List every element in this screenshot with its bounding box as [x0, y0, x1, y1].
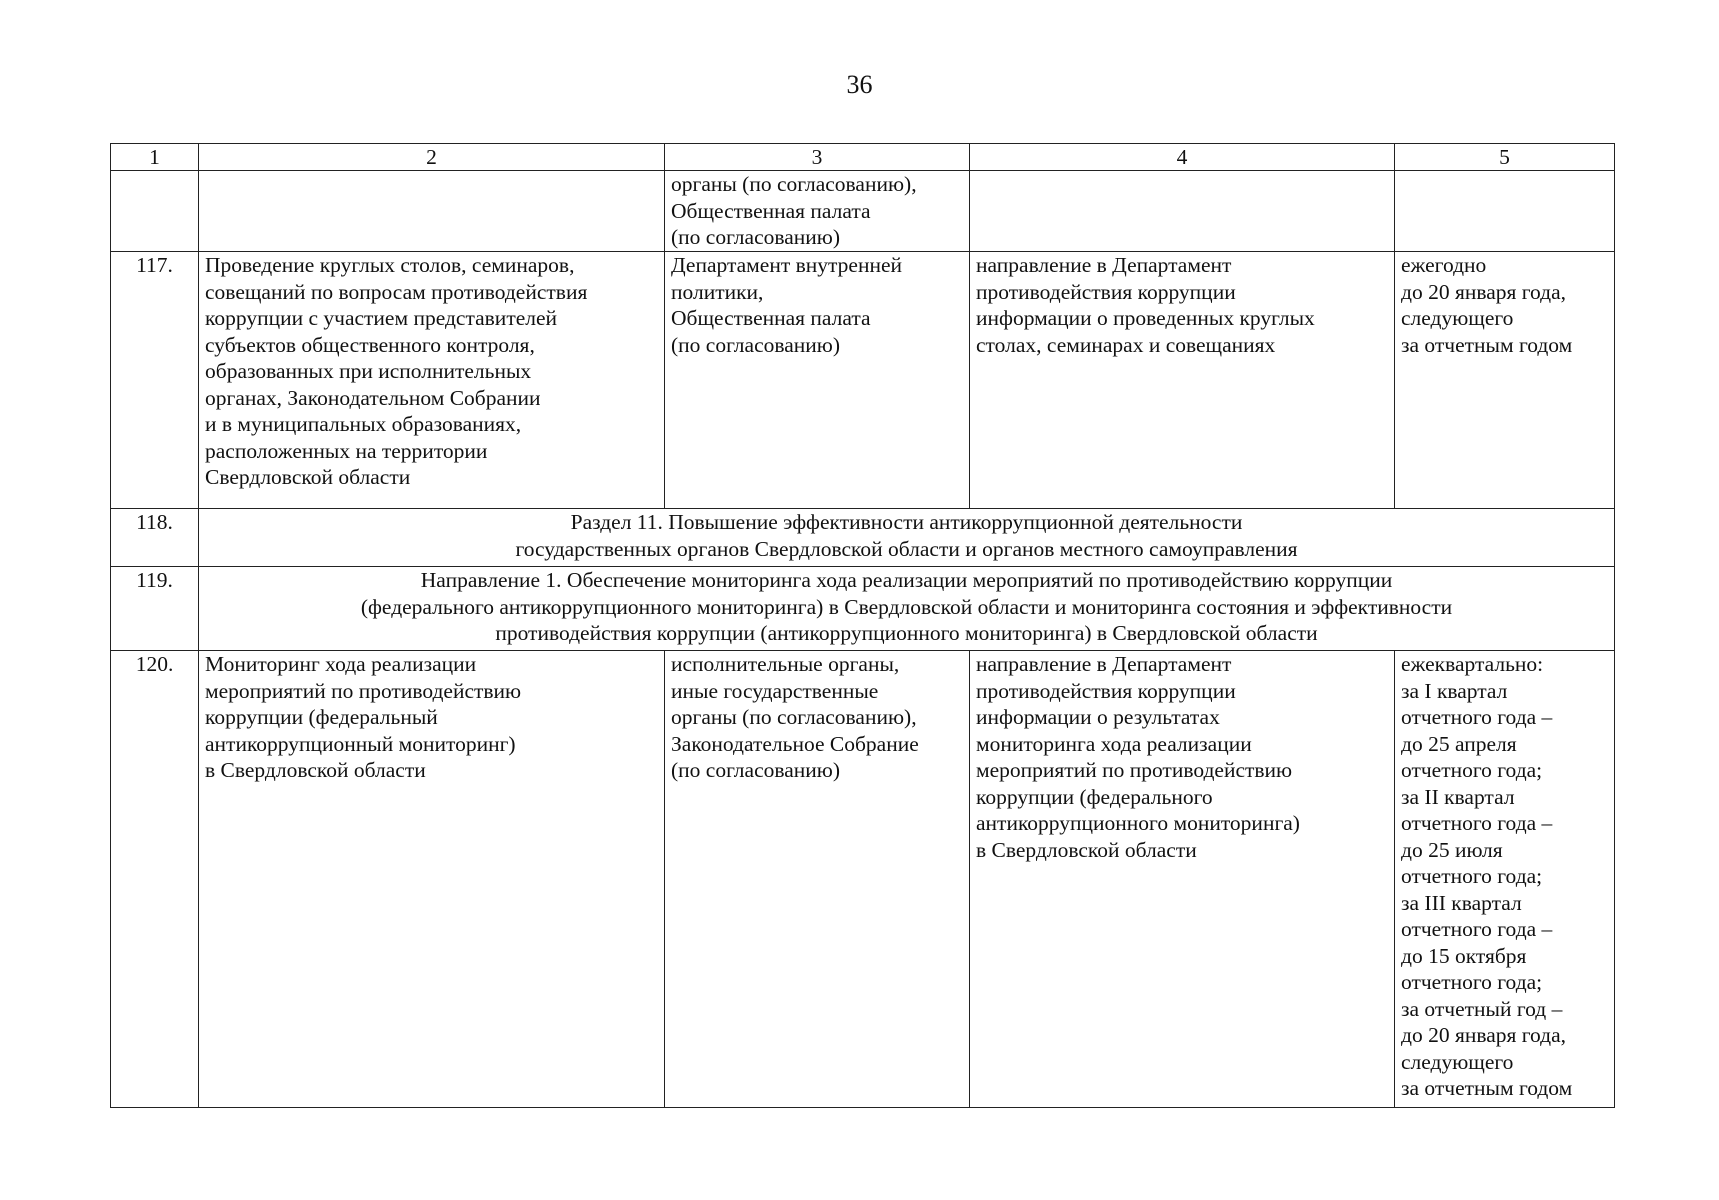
direction-row [111, 567, 1615, 651]
table-row [111, 252, 1615, 509]
row-number-cell: 118. [111, 509, 199, 567]
table-row [111, 651, 1615, 1108]
column-header: 2 [199, 144, 665, 171]
row-number-cell: 119. [111, 567, 199, 651]
result-cell [970, 171, 1395, 252]
deadline-cell [1395, 171, 1615, 252]
row-number-cell: 117. [111, 252, 199, 509]
column-header: 5 [1395, 144, 1615, 171]
executor-cell: исполнительные органы, иные государственные органы (по согласованию), Законодательное Собрание (по согласованию) [665, 651, 970, 1108]
measure-cell: Проведение круглых столов, семинаров, совещаний по вопросам противодействия коррупции с участием представителей субъектов общественного контроля, образованных при исполнительных органах, Законодательном Собрании и в муниципальных образованиях, расположенных на территории Свердловской области [199, 252, 665, 509]
table-row [111, 171, 1615, 252]
column-header: 4 [970, 144, 1395, 171]
section-heading: Раздел 11. Повышение эффективности антикоррупционной деятельности государственных органов Свердловской области и органов местного самоуправления [199, 509, 1615, 567]
row-number-cell: 120. [111, 651, 199, 1108]
measure-cell [199, 171, 665, 252]
section-row [111, 509, 1615, 567]
result-cell: направление в Департамент противодействия коррупции информации о результатах мониторинга хода реализации мероприятий по противодействию коррупции (федерального антикоррупционного мониторинга) в Свердловской области [970, 651, 1395, 1108]
direction-heading: Направление 1. Обеспечение мониторинга хода реализации мероприятий по противодействию коррупции (федерального антикоррупционного мониторинга) в Свердловской области и мониторинга состояния и эффективности противодействия коррупции (антикоррупционного мониторинга) в Свердловской области [199, 567, 1615, 651]
deadline-cell: ежегодно до 20 января года, следующего за отчетным годом [1395, 252, 1615, 509]
page-number: 36 [846, 70, 873, 99]
deadline-cell: ежеквартально: за I квартал отчетного года – до 25 апреля отчетного года; за II квартал отчетного года – до 25 июля отчетного года; за III квартал отчетного года – до 15 октября отчетного года; за отчетный год – до 20 января года, следующего за отчетным годом [1395, 651, 1615, 1108]
measure-cell: Мониторинг хода реализации мероприятий по противодействию коррупции (федеральный антикоррупционный мониторинг) в Свердловской области [199, 651, 665, 1108]
column-header: 1 [111, 144, 199, 171]
executor-cell: Департамент внутренней политики, Общественная палата (по согласованию) [665, 252, 970, 509]
table-header-row [111, 144, 1615, 171]
executor-cell: органы (по согласованию), Общественная палата (по согласованию) [665, 171, 970, 252]
result-cell: направление в Департамент противодействия коррупции информации о проведенных круглых столах, семинарах и совещаниях [970, 252, 1395, 509]
row-number-cell [111, 171, 199, 252]
measures-table [110, 143, 1615, 1108]
column-header: 3 [665, 144, 970, 171]
